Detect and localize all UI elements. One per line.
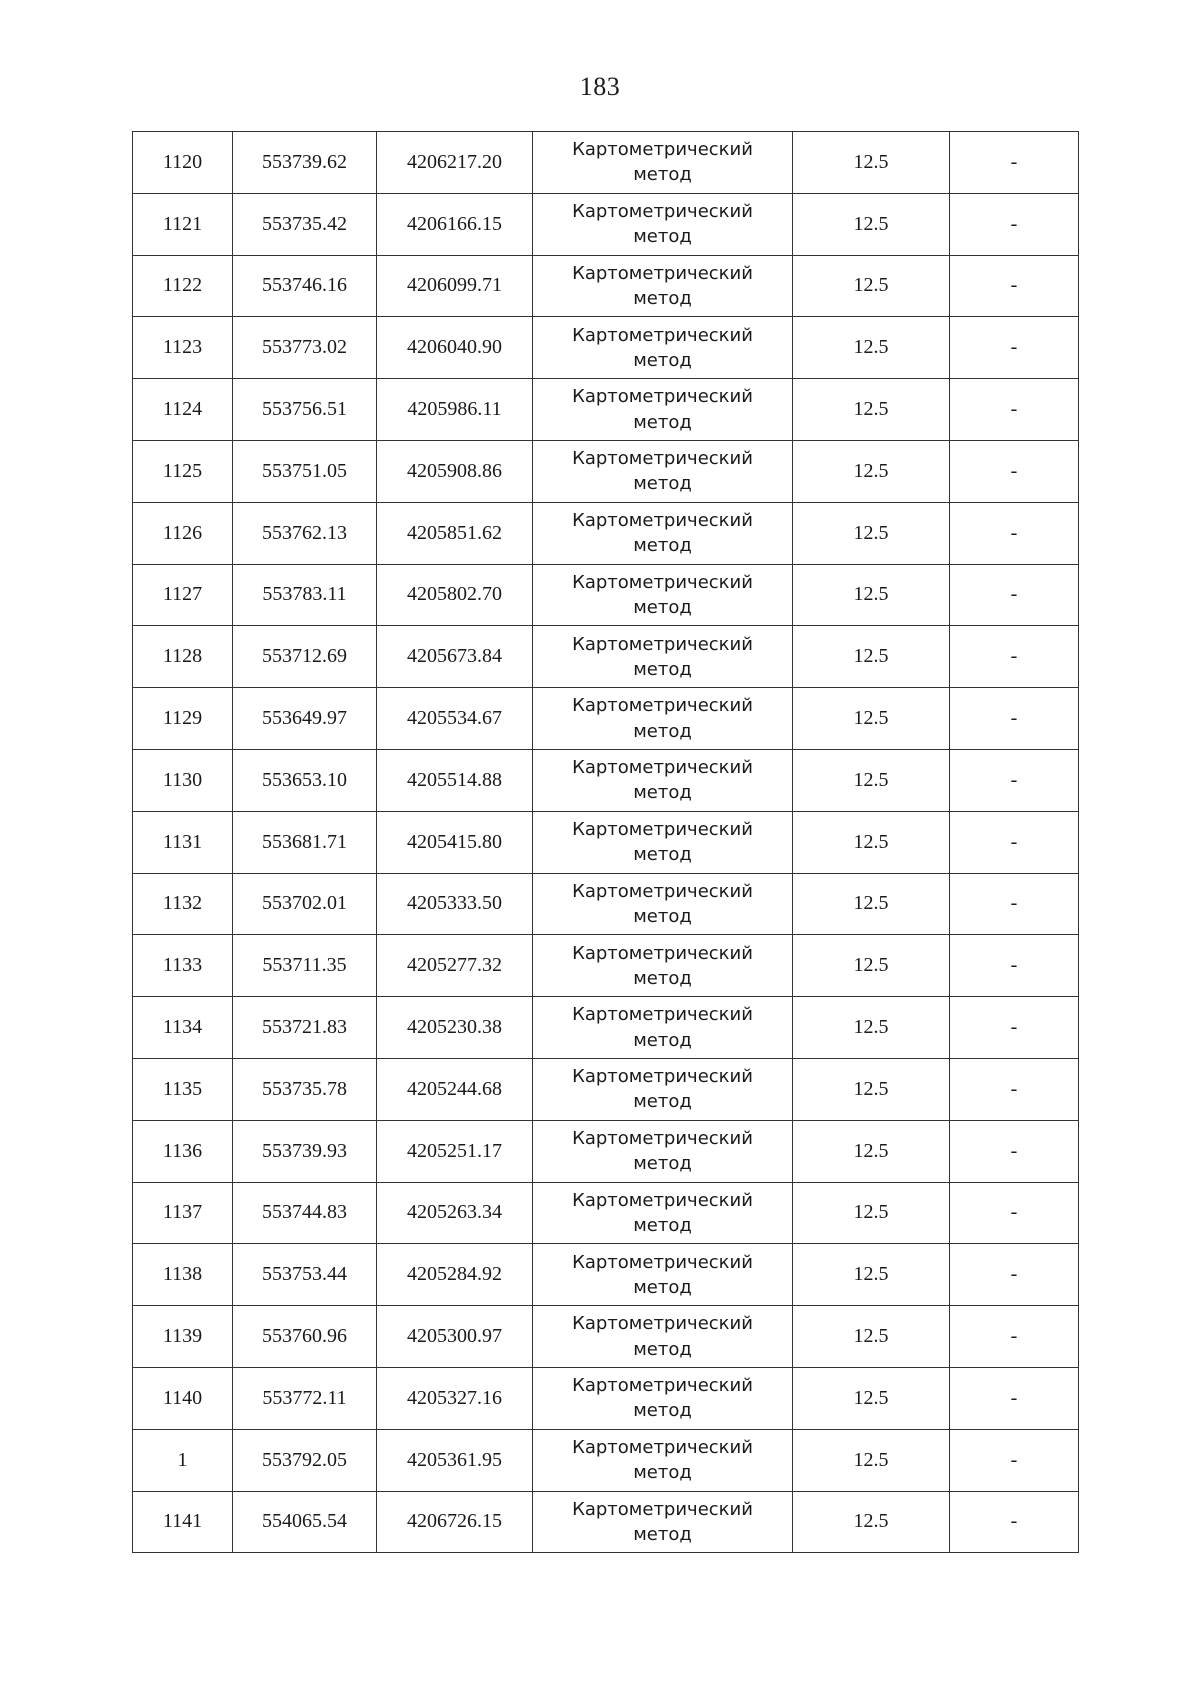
- method-cell: [533, 255, 793, 317]
- note-cell: -: [950, 564, 1079, 626]
- method-line-2: метод: [633, 967, 692, 989]
- accuracy-cell: 12.5: [793, 873, 950, 935]
- accuracy-cell: 12.5: [793, 935, 950, 997]
- y-coordinate-cell: 4205534.67: [377, 688, 533, 750]
- accuracy-cell: 12.5: [793, 997, 950, 1059]
- y-coordinate-cell: 4205361.95: [377, 1429, 533, 1491]
- accuracy-cell: 12.5: [793, 502, 950, 564]
- method-line-1: Картометрический: [572, 448, 753, 470]
- method-cell: [533, 749, 793, 811]
- x-coordinate-cell: 553739.62: [233, 132, 377, 194]
- accuracy-cell: 12.5: [793, 1244, 950, 1306]
- table-row: [133, 132, 1079, 194]
- method-line-2: метод: [633, 411, 692, 433]
- table-row: [133, 935, 1079, 997]
- method-line-1: Картометрический: [572, 1498, 753, 1520]
- point-number-cell: 1121: [133, 193, 233, 255]
- method-line-2: метод: [633, 1029, 692, 1051]
- method-line-1: Картометрический: [572, 818, 753, 840]
- y-coordinate-cell: 4205851.62: [377, 502, 533, 564]
- method-line-2: метод: [633, 1462, 692, 1484]
- point-number-cell: 1125: [133, 440, 233, 502]
- method-line-1: Картометрический: [572, 1066, 753, 1088]
- x-coordinate-cell: 553711.35: [233, 935, 377, 997]
- table-row: [133, 688, 1079, 750]
- accuracy-cell: 12.5: [793, 379, 950, 441]
- method-line-1: Картометрический: [572, 1375, 753, 1397]
- note-cell: -: [950, 1120, 1079, 1182]
- y-coordinate-cell: 4205300.97: [377, 1306, 533, 1368]
- accuracy-cell: 12.5: [793, 193, 950, 255]
- y-coordinate-cell: 4205908.86: [377, 440, 533, 502]
- method-line-2: метод: [633, 596, 692, 618]
- point-number-cell: 1122: [133, 255, 233, 317]
- method-line-1: Картометрический: [572, 1313, 753, 1335]
- note-cell: -: [950, 873, 1079, 935]
- method-cell: [533, 1491, 793, 1553]
- table-row: [133, 1058, 1079, 1120]
- coordinates-table: [132, 131, 1079, 1553]
- note-cell: -: [950, 749, 1079, 811]
- method-line-2: метод: [633, 1338, 692, 1360]
- method-line-1: Картометрический: [572, 757, 753, 779]
- accuracy-cell: 12.5: [793, 1120, 950, 1182]
- note-cell: -: [950, 132, 1079, 194]
- note-cell: -: [950, 193, 1079, 255]
- table-row: [133, 1306, 1079, 1368]
- point-number-cell: 1131: [133, 811, 233, 873]
- table-body: [133, 132, 1079, 1553]
- method-line-1: Картометрический: [572, 880, 753, 902]
- table-row: [133, 997, 1079, 1059]
- method-line-2: метод: [633, 1214, 692, 1236]
- accuracy-cell: 12.5: [793, 1058, 950, 1120]
- note-cell: -: [950, 1058, 1079, 1120]
- note-cell: -: [950, 502, 1079, 564]
- accuracy-cell: 12.5: [793, 626, 950, 688]
- table-row: [133, 1491, 1079, 1553]
- method-line-1: Картометрический: [572, 1251, 753, 1273]
- table-row: [133, 502, 1079, 564]
- y-coordinate-cell: 4205230.38: [377, 997, 533, 1059]
- table-row: [133, 811, 1079, 873]
- method-line-1: Картометрический: [572, 942, 753, 964]
- accuracy-cell: 12.5: [793, 688, 950, 750]
- page-number: 183: [579, 72, 621, 101]
- point-number-cell: 1134: [133, 997, 233, 1059]
- method-cell: [533, 379, 793, 441]
- method-line-2: метод: [633, 1276, 692, 1298]
- method-cell: [533, 440, 793, 502]
- method-line-2: метод: [633, 844, 692, 866]
- method-cell: [533, 1306, 793, 1368]
- note-cell: -: [950, 1244, 1079, 1306]
- y-coordinate-cell: 4206217.20: [377, 132, 533, 194]
- method-cell: [533, 1058, 793, 1120]
- y-coordinate-cell: 4205277.32: [377, 935, 533, 997]
- y-coordinate-cell: 4205514.88: [377, 749, 533, 811]
- point-number-cell: 1: [133, 1429, 233, 1491]
- method-line-1: Картометрический: [572, 324, 753, 346]
- method-cell: [533, 564, 793, 626]
- point-number-cell: 1140: [133, 1367, 233, 1429]
- point-number-cell: 1126: [133, 502, 233, 564]
- y-coordinate-cell: 4205802.70: [377, 564, 533, 626]
- x-coordinate-cell: 553739.93: [233, 1120, 377, 1182]
- x-coordinate-cell: 553762.13: [233, 502, 377, 564]
- method-cell: [533, 193, 793, 255]
- y-coordinate-cell: 4205415.80: [377, 811, 533, 873]
- note-cell: -: [950, 626, 1079, 688]
- method-line-1: Картометрический: [572, 695, 753, 717]
- x-coordinate-cell: 553681.71: [233, 811, 377, 873]
- method-cell: [533, 1182, 793, 1244]
- y-coordinate-cell: 4206040.90: [377, 317, 533, 379]
- method-line-1: Картометрический: [572, 262, 753, 284]
- point-number-cell: 1130: [133, 749, 233, 811]
- point-number-cell: 1123: [133, 317, 233, 379]
- table-row: [133, 379, 1079, 441]
- method-cell: [533, 935, 793, 997]
- table-row: [133, 626, 1079, 688]
- point-number-cell: 1133: [133, 935, 233, 997]
- accuracy-cell: 12.5: [793, 1429, 950, 1491]
- table-row: [133, 317, 1079, 379]
- method-cell: [533, 1367, 793, 1429]
- method-line-1: Картометрический: [572, 1436, 753, 1458]
- x-coordinate-cell: 553702.01: [233, 873, 377, 935]
- method-line-1: Картометрический: [572, 201, 753, 222]
- y-coordinate-cell: 4206726.15: [377, 1491, 533, 1553]
- method-line-2: метод: [633, 473, 692, 495]
- point-number-cell: 1135: [133, 1058, 233, 1120]
- note-cell: -: [950, 997, 1079, 1059]
- point-number-cell: 1132: [133, 873, 233, 935]
- table-row: [133, 1367, 1079, 1429]
- method-line-2: метод: [633, 349, 692, 371]
- method-cell: [533, 997, 793, 1059]
- method-line-2: метод: [633, 164, 692, 186]
- point-number-cell: 1137: [133, 1182, 233, 1244]
- accuracy-cell: 12.5: [793, 255, 950, 317]
- table-row: [133, 564, 1079, 626]
- note-cell: -: [950, 688, 1079, 750]
- table-row: [133, 440, 1079, 502]
- accuracy-cell: 12.5: [793, 440, 950, 502]
- method-cell: [533, 1429, 793, 1491]
- method-line-1: Картометрический: [572, 139, 753, 161]
- method-line-2: метод: [633, 1400, 692, 1422]
- point-number-cell: 1129: [133, 688, 233, 750]
- method-cell: [533, 688, 793, 750]
- method-cell: [533, 502, 793, 564]
- note-cell: -: [950, 317, 1079, 379]
- point-number-cell: 1127: [133, 564, 233, 626]
- y-coordinate-cell: 4205263.34: [377, 1182, 533, 1244]
- x-coordinate-cell: 554065.54: [233, 1491, 377, 1553]
- method-cell: [533, 132, 793, 194]
- x-coordinate-cell: 553773.02: [233, 317, 377, 379]
- note-cell: -: [950, 1429, 1079, 1491]
- table-row: [133, 1182, 1079, 1244]
- method-line-2: метод: [633, 782, 692, 804]
- note-cell: -: [950, 255, 1079, 317]
- y-coordinate-cell: 4206166.15: [377, 193, 533, 255]
- accuracy-cell: 12.5: [793, 811, 950, 873]
- x-coordinate-cell: 553760.96: [233, 1306, 377, 1368]
- accuracy-cell: 12.5: [793, 1306, 950, 1368]
- note-cell: -: [950, 1306, 1079, 1368]
- y-coordinate-cell: 4205333.50: [377, 873, 533, 935]
- method-line-2: метод: [633, 1153, 692, 1175]
- table-row: [133, 1120, 1079, 1182]
- x-coordinate-cell: 553753.44: [233, 1244, 377, 1306]
- method-line-2: метод: [633, 1091, 692, 1113]
- x-coordinate-cell: 553792.05: [233, 1429, 377, 1491]
- x-coordinate-cell: 553744.83: [233, 1182, 377, 1244]
- method-cell: [533, 626, 793, 688]
- note-cell: -: [950, 811, 1079, 873]
- method-line-2: метод: [633, 1523, 692, 1545]
- y-coordinate-cell: 4205251.17: [377, 1120, 533, 1182]
- table-row: [133, 1429, 1079, 1491]
- y-coordinate-cell: 4206099.71: [377, 255, 533, 317]
- table-row: [133, 193, 1079, 255]
- note-cell: -: [950, 1491, 1079, 1553]
- method-line-2: метод: [633, 905, 692, 927]
- method-line-2: метод: [633, 226, 692, 248]
- y-coordinate-cell: 4205244.68: [377, 1058, 533, 1120]
- point-number-cell: 1141: [133, 1491, 233, 1553]
- method-line-1: Картометрический: [572, 571, 753, 593]
- method-cell: [533, 811, 793, 873]
- method-line-2: метод: [633, 287, 692, 309]
- x-coordinate-cell: 553649.97: [233, 688, 377, 750]
- note-cell: -: [950, 440, 1079, 502]
- x-coordinate-cell: 553783.11: [233, 564, 377, 626]
- x-coordinate-cell: 553735.78: [233, 1058, 377, 1120]
- accuracy-cell: 12.5: [793, 317, 950, 379]
- y-coordinate-cell: 4205986.11: [377, 379, 533, 441]
- note-cell: -: [950, 935, 1079, 997]
- method-line-1: Картометрический: [572, 1004, 753, 1026]
- method-line-2: метод: [633, 535, 692, 557]
- x-coordinate-cell: 553772.11: [233, 1367, 377, 1429]
- method-line-1: Картометрический: [572, 509, 753, 531]
- accuracy-cell: 12.5: [793, 132, 950, 194]
- table-row: [133, 873, 1079, 935]
- point-number-cell: 1124: [133, 379, 233, 441]
- x-coordinate-cell: 553756.51: [233, 379, 377, 441]
- point-number-cell: 1120: [133, 132, 233, 194]
- note-cell: -: [950, 379, 1079, 441]
- point-number-cell: 1139: [133, 1306, 233, 1368]
- method-line-1: Картометрический: [572, 1127, 753, 1149]
- point-number-cell: 1138: [133, 1244, 233, 1306]
- x-coordinate-cell: 553712.69: [233, 626, 377, 688]
- x-coordinate-cell: 553746.16: [233, 255, 377, 317]
- method-cell: [533, 873, 793, 935]
- note-cell: -: [950, 1367, 1079, 1429]
- method-line-2: метод: [633, 720, 692, 742]
- point-number-cell: 1128: [133, 626, 233, 688]
- method-line-1: Картометрический: [572, 1189, 753, 1211]
- accuracy-cell: 12.5: [793, 1367, 950, 1429]
- table-row: [133, 255, 1079, 317]
- x-coordinate-cell: 553721.83: [233, 997, 377, 1059]
- method-line-1: Картометрический: [572, 633, 753, 655]
- method-cell: [533, 1120, 793, 1182]
- accuracy-cell: 12.5: [793, 1491, 950, 1553]
- accuracy-cell: 12.5: [793, 1182, 950, 1244]
- method-cell: [533, 1244, 793, 1306]
- x-coordinate-cell: 553653.10: [233, 749, 377, 811]
- table-row: [133, 1244, 1079, 1306]
- accuracy-cell: 12.5: [793, 749, 950, 811]
- note-cell: -: [950, 1182, 1079, 1244]
- x-coordinate-cell: 553751.05: [233, 440, 377, 502]
- method-line-2: метод: [633, 658, 692, 680]
- table-row: [133, 749, 1079, 811]
- point-number-cell: 1136: [133, 1120, 233, 1182]
- method-line-1: Картометрический: [572, 386, 753, 408]
- method-cell: [533, 317, 793, 379]
- x-coordinate-cell: 553735.42: [233, 193, 377, 255]
- y-coordinate-cell: 4205284.92: [377, 1244, 533, 1306]
- accuracy-cell: 12.5: [793, 564, 950, 626]
- y-coordinate-cell: 4205673.84: [377, 626, 533, 688]
- y-coordinate-cell: 4205327.16: [377, 1367, 533, 1429]
